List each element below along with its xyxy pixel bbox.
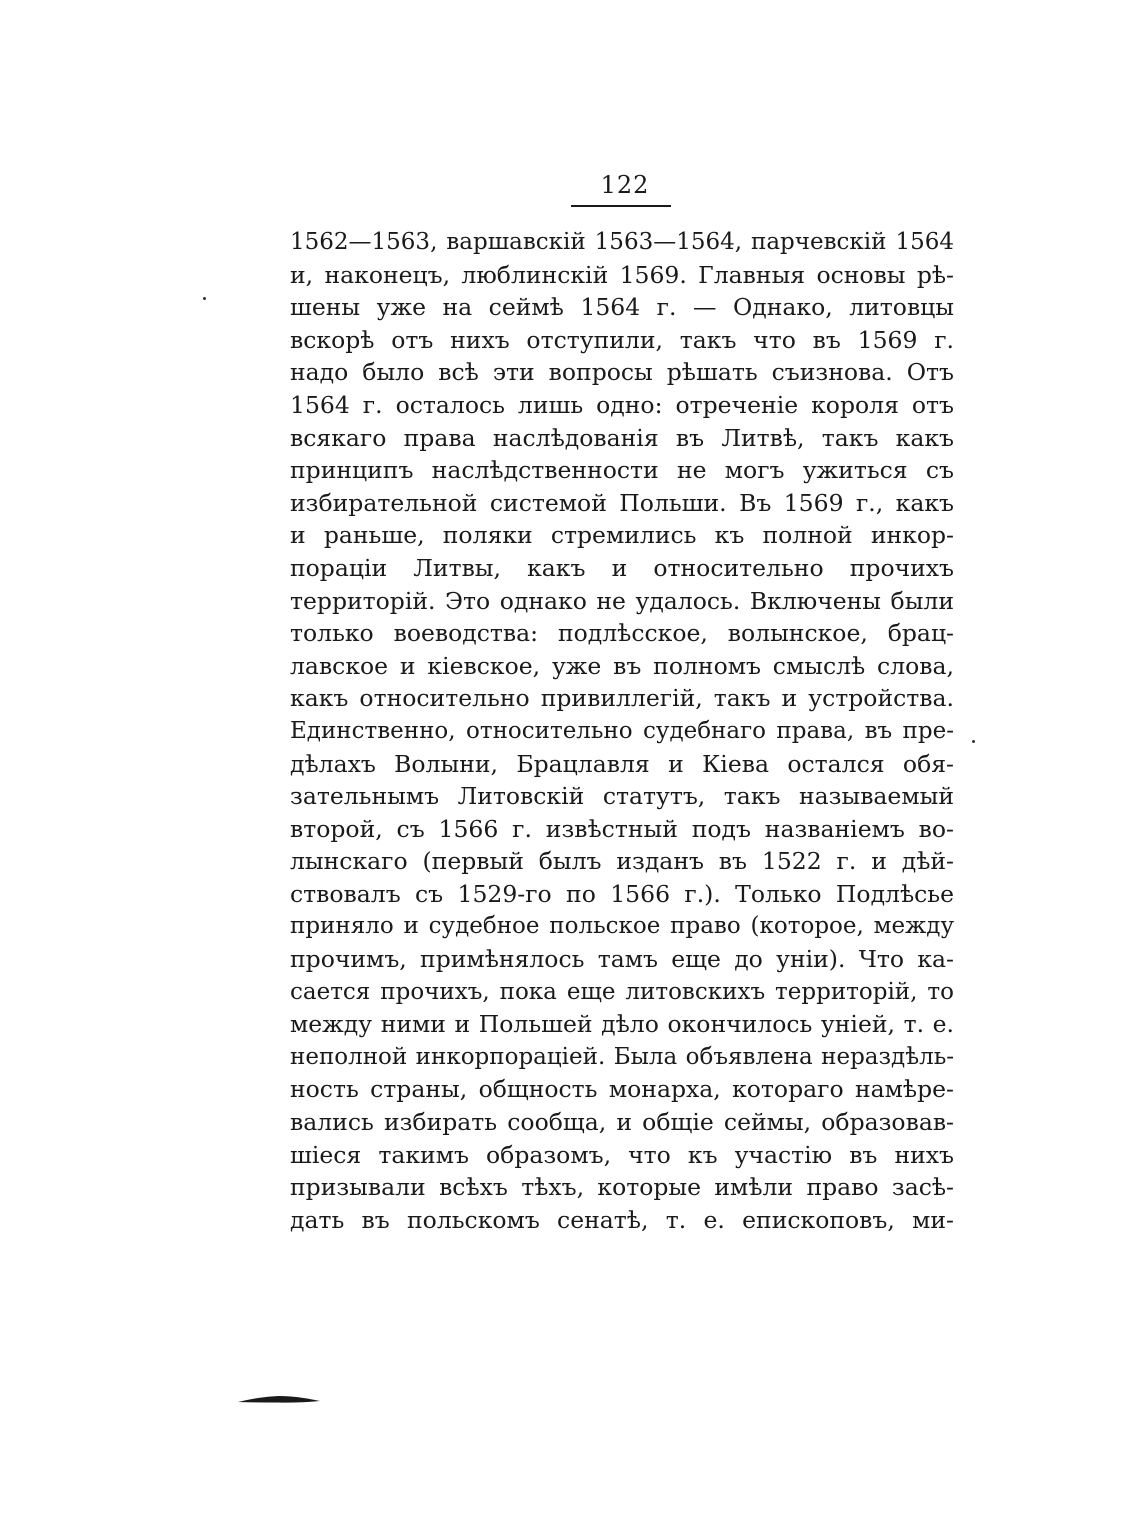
text-line: лынскаго (первый былъ изданъ въ 1522 г. и дѣй-	[290, 847, 954, 876]
text-line: 1562—1563, варшавскій 1563—1564, парчевскій 1564	[290, 229, 954, 255]
text-line: призывали всѣхъ тѣхъ, которые имѣли право засѣ-	[290, 1173, 954, 1202]
text-line: ность страны, общность монарха, котораго намѣре-	[290, 1075, 954, 1104]
text-line: между ними и Польшей дѣло окончилось уніей, т. е.	[290, 1010, 954, 1039]
text-line: 1564 г. осталось лишь одно: отреченіе короля отъ	[290, 390, 954, 419]
text-line: территорій. Это однако не удалось. Включены были	[290, 586, 954, 615]
text-line: и, наконецъ, люблинскій 1569. Главныя основы рѣ-	[290, 260, 954, 289]
text-line: избирательной системой Польши. Въ 1569 г., какъ	[290, 488, 954, 517]
text-line: сается прочихъ, пока еще литовскихъ территорій, то	[290, 978, 954, 1005]
text-line: и раньше, поляки стремились къ полной инкор-	[290, 521, 954, 550]
page-number: 122	[600, 171, 650, 199]
text-line: надо было всѣ эти вопросы рѣшать съизнова. Отъ	[290, 358, 954, 387]
text-line: только воеводства: подлѣсское, волынское, брац-	[290, 619, 954, 648]
text-line: Единственно, относительно судебнаго права, въ пре-	[290, 717, 954, 744]
text-line: шіеся такимъ образомъ, что къ участію въ нихъ	[290, 1140, 954, 1169]
scan-speck	[203, 297, 206, 300]
text-line: вскорѣ отъ нихъ отступили, такъ что въ 1569 г.	[290, 325, 954, 354]
text-line: прочимъ, примѣнялось тамъ еще до уніи). Что ка-	[290, 945, 954, 974]
text-line: второй, съ 1566 г. извѣстный подъ названіемъ во-	[290, 814, 954, 843]
text-line: зательнымъ Литовскій статутъ, такъ называемый	[290, 782, 954, 811]
text-line: пораціи Литвы, какъ и относительно прочихъ	[290, 553, 954, 582]
text-line: неполной инкорпораціей. Была объявлена нераздѣль-	[290, 1043, 954, 1070]
text-line: приняло и судебное польское право (которое, между	[290, 913, 954, 940]
text-line: принципъ наслѣдственности не могъ ужиться съ	[290, 456, 954, 485]
scan-speck	[972, 740, 975, 743]
page-number-rule	[571, 205, 671, 207]
body-text	[290, 226, 954, 1236]
text-line: дать въ польскомъ сенатѣ, т. е. епископовъ, ми-	[290, 1205, 954, 1234]
text-line: лавское и кіевское, уже въ полномъ смыслѣ слова,	[290, 651, 954, 680]
text-line: ствовалъ съ 1529-го по 1566 г.). Только Подлѣсье	[290, 879, 954, 908]
text-line: дѣлахъ Волыни, Брацлавля и Кіева остался обя-	[290, 749, 954, 778]
text-line: всякаго права наслѣдованія въ Литвѣ, такъ какъ	[290, 423, 954, 452]
text-line: вались избирать сообща, и общіе сеймы, образовав-	[290, 1108, 954, 1137]
ink-smudge	[238, 1395, 320, 1405]
text-line: шены уже на сеймѣ 1564 г. — Однако, литовцы	[290, 293, 954, 322]
text-line: какъ относительно привиллегій, такъ и устройства.	[290, 684, 954, 713]
